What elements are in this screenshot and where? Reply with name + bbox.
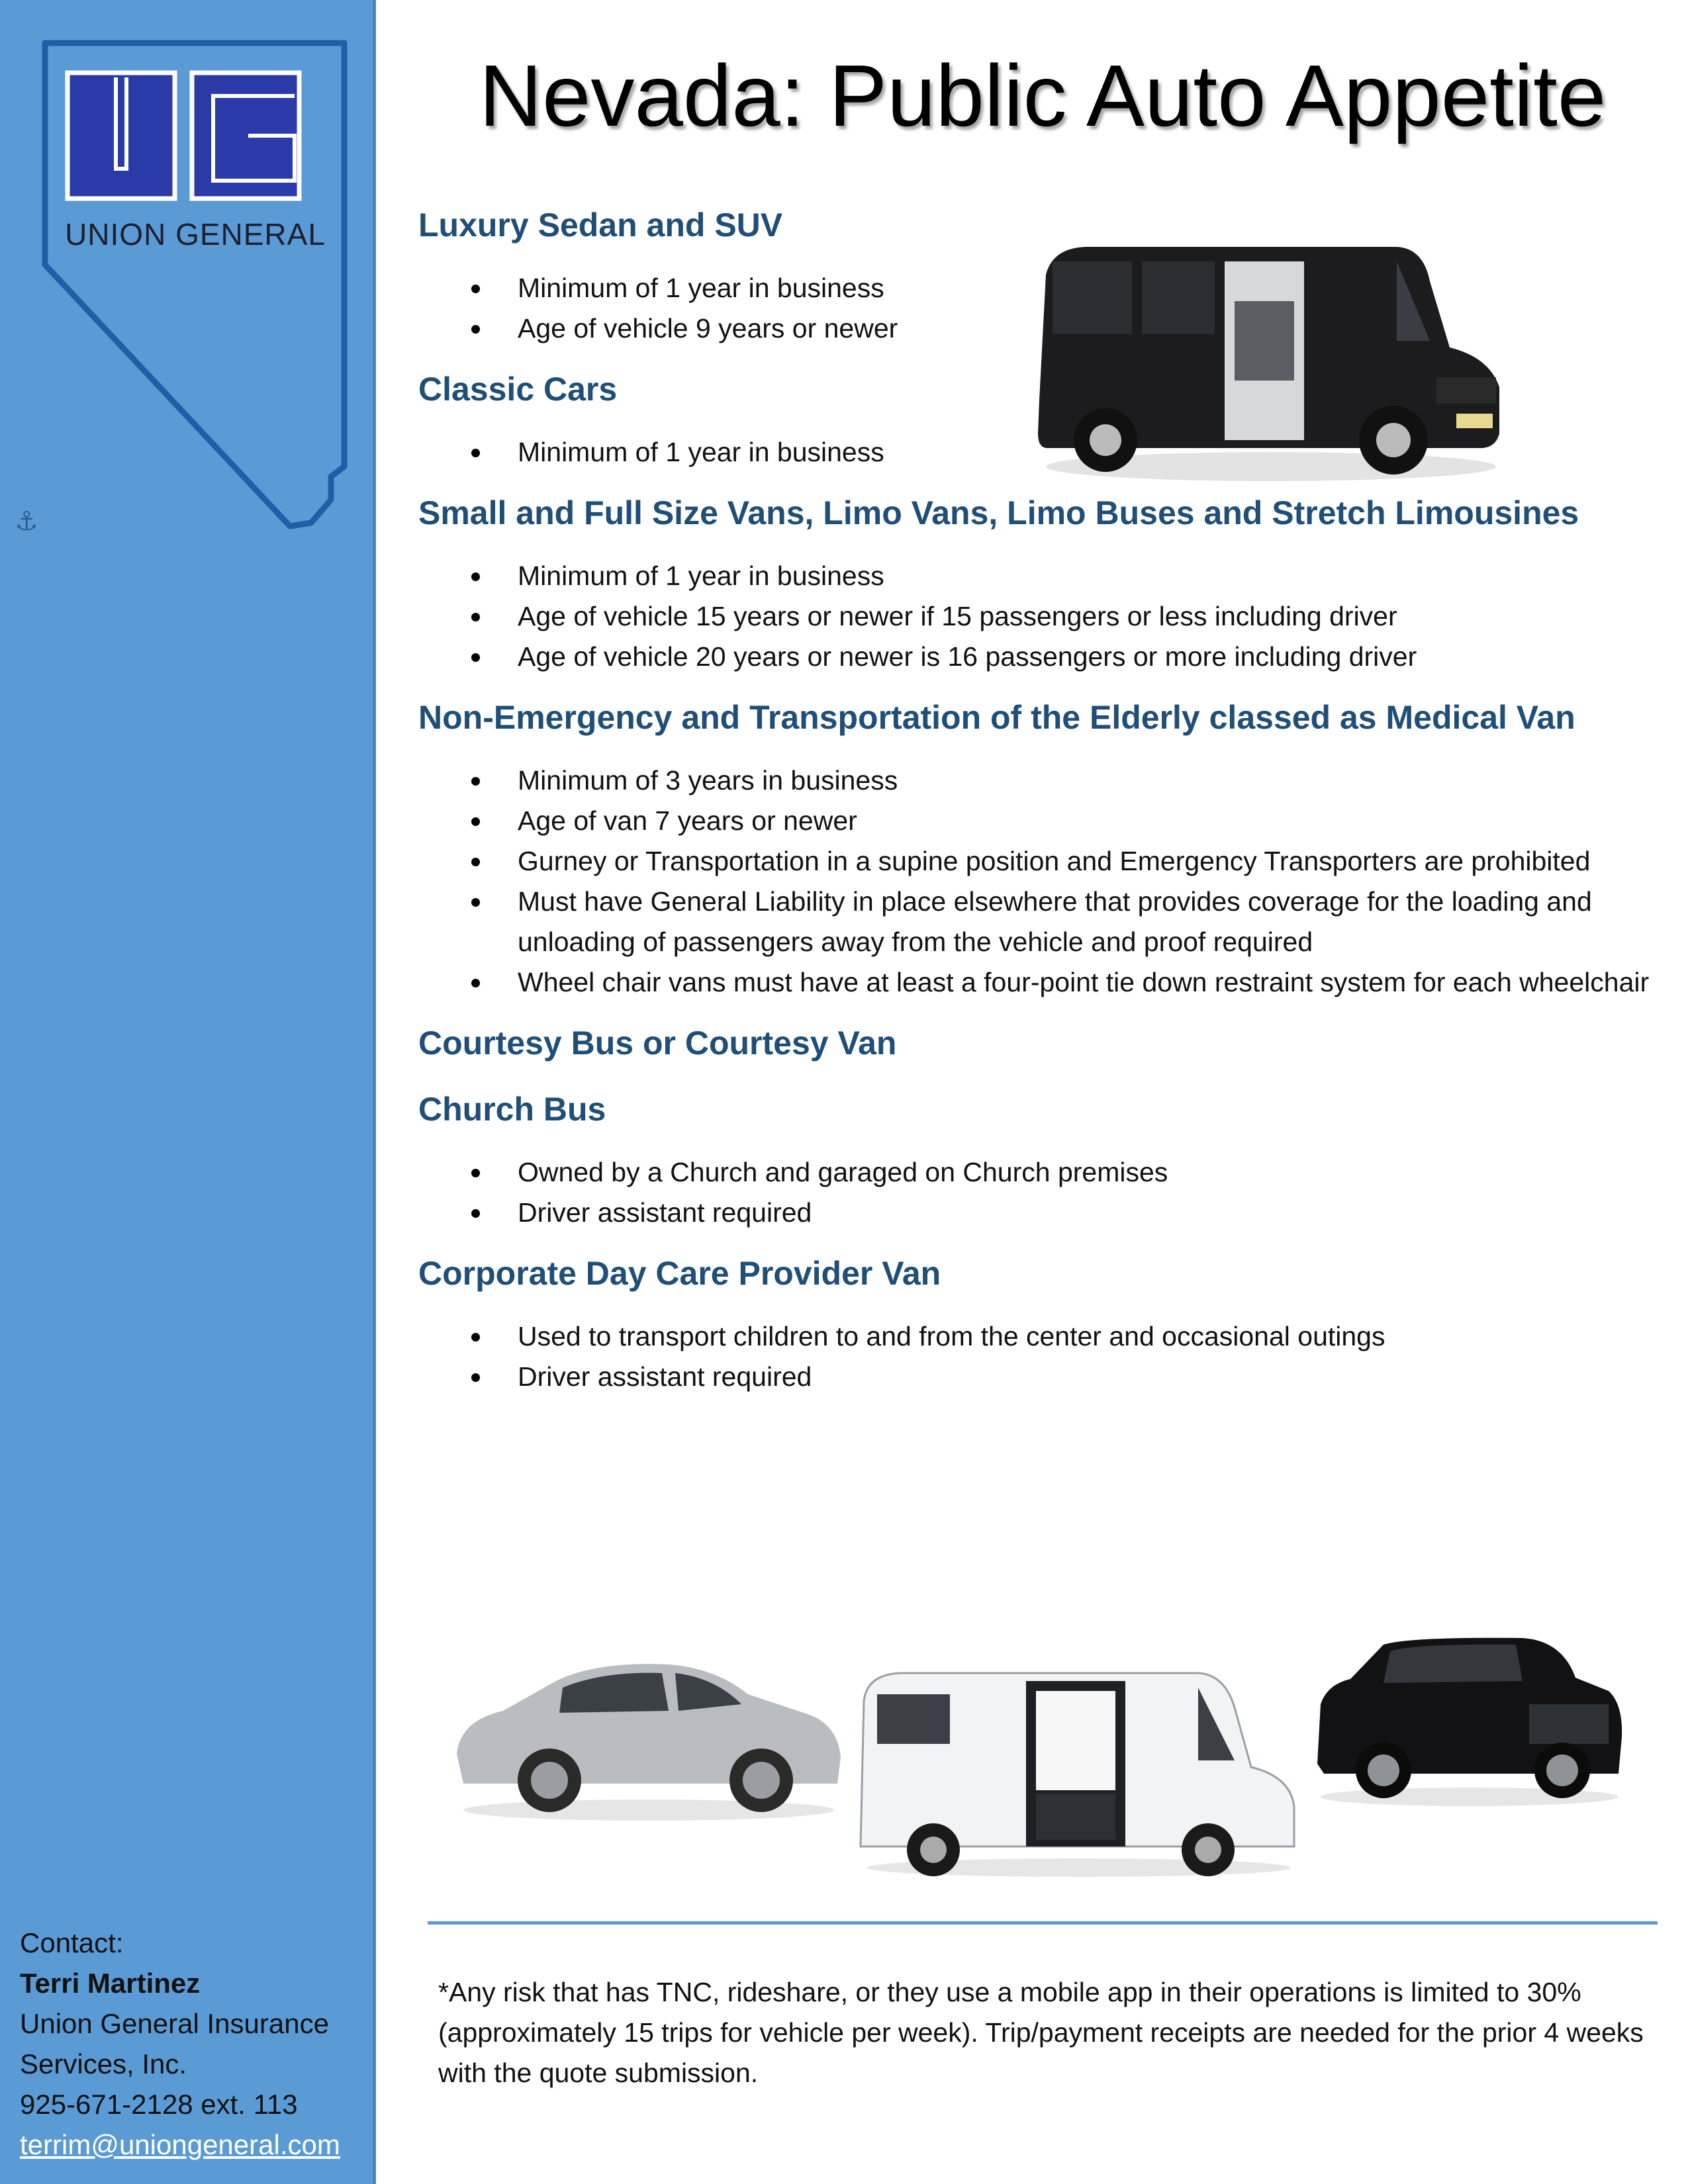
section-day-care-van (418, 1250, 1663, 1397)
contact-email-link[interactable]: terrim@uniongeneral.com (20, 2129, 340, 2160)
contact-company-line1: Union General Insurance (20, 2008, 329, 2039)
section-heading: Classic Cars (418, 371, 618, 408)
divider (428, 1921, 1658, 1925)
list-item: Age of vehicle 15 years or newer if 15 passengers or less including driver (418, 596, 1663, 637)
page-title: Nevada: Public Auto Appetite (479, 47, 1607, 144)
list-item: Age of vehicle 20 years or newer is 16 passengers or more including driver (418, 637, 1663, 677)
list-item: Driver assistant required (418, 1193, 1663, 1233)
section-heading: Luxury Sedan and SUV (418, 206, 783, 244)
black-suv-image (1311, 1631, 1628, 1810)
contact-name: Terri Martinez (20, 1968, 201, 1999)
list-item: Minimum of 1 year in business (418, 556, 1663, 596)
contact-phone: 925-671-2128 ext. 113 (20, 2089, 298, 2120)
section-heading: Church Bus (418, 1091, 606, 1128)
footnote: *Any risk that has TNC, rideshare, or they use a mobile app in their operations is limited to 30% (approximately 15 trips for vehicle per week). Trip/payment receipts are needed for the prior 4 weeks with the quote submission. (438, 1977, 1644, 2088)
company-name: UNION GENERAL (65, 217, 326, 251)
section-church-bus (418, 1086, 1663, 1233)
list-item: Age of van 7 years or newer (418, 801, 1663, 841)
list-item: Used to transport children to and from the center and occasional outings (418, 1316, 1663, 1357)
section-luxury-sedan (418, 202, 1663, 349)
section-courtesy-bus (418, 1020, 1663, 1066)
section-heading: Corporate Day Care Provider Van (418, 1255, 941, 1292)
main-content (418, 202, 1663, 1414)
anchor-icon: ⚓ (15, 507, 38, 536)
list-item: Owned by a Church and garaged on Church premises (418, 1152, 1663, 1193)
section-heading: Small and Full Size Vans, Limo Vans, Limo Buses and Stretch Limousines (418, 494, 1579, 531)
contact-company-line2: Services, Inc. (20, 2048, 187, 2079)
list-item: Minimum of 1 year in business (418, 432, 1663, 473)
sidebar (0, 0, 376, 2184)
list-item: Age of vehicle 9 years or newer (418, 308, 1663, 349)
list-item: Gurney or Transportation in a supine position and Emergency Transporters are prohibited (418, 841, 1663, 882)
section-medical-van (418, 694, 1663, 1003)
nevada-state-outline-icon (40, 36, 351, 529)
wheelchair-van-image (854, 1661, 1304, 1880)
union-general-logo (40, 36, 351, 529)
list-item: Minimum of 3 years in business (418, 760, 1663, 801)
list-item: Driver assistant required (418, 1357, 1663, 1397)
contact-label: Contact: (20, 1927, 124, 1958)
section-heading: Courtesy Bus or Courtesy Van (418, 1024, 897, 1062)
list-item: Minimum of 1 year in business (418, 268, 1663, 308)
contact-block (20, 1923, 364, 2165)
section-classic-cars (418, 366, 1663, 473)
silver-sedan-image (450, 1641, 847, 1827)
list-item: Wheel chair vans must have at least a four-point tie down restraint system for each wheelchair (418, 962, 1663, 1003)
list-item: Must have General Liability in place elsewhere that provides coverage for the loading and unloading of passengers away from the vehicle and proof required (418, 882, 1663, 962)
section-heading: Non-Emergency and Transportation of the Elderly classed as Medical Van (418, 699, 1575, 736)
section-vans-limos (418, 490, 1663, 677)
